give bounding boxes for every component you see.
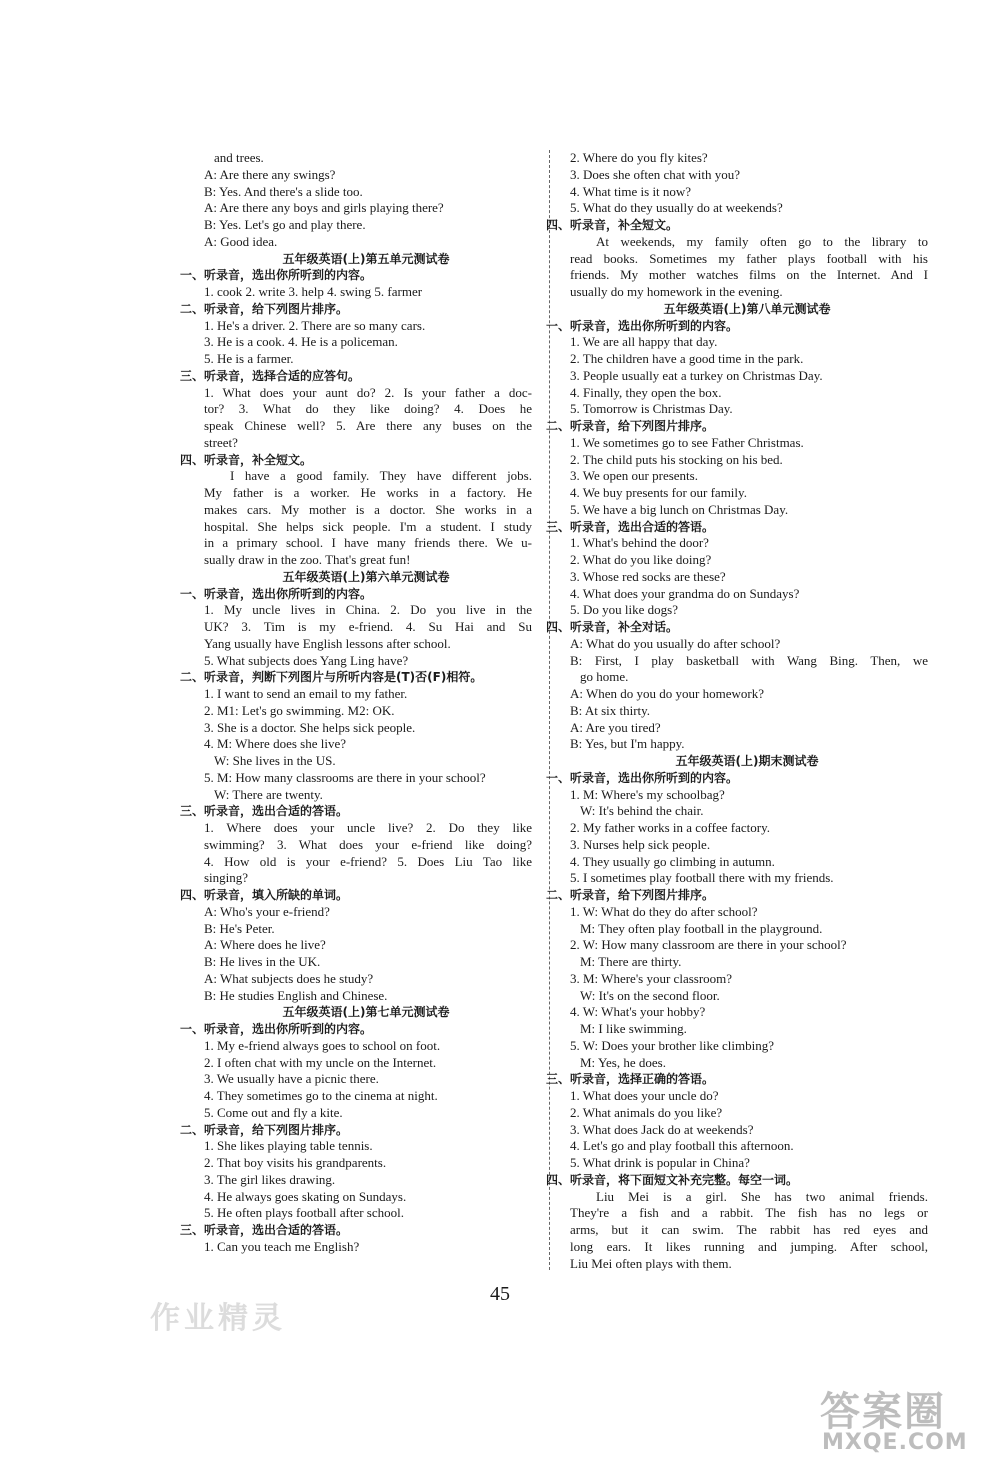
text-line: 2. The children have a good time in the park. [570, 351, 804, 366]
question-heading: 一、听录音，选出你所听到的内容。 [180, 586, 373, 601]
text-line: 3. People usually eat a turkey on Christmas Day. [570, 367, 823, 383]
text-line: A: Are there any swings? [204, 166, 336, 182]
text-line: 4. M: Where does she live? [204, 736, 346, 752]
text-line: friends. My mother watches films on the Internet. And I [570, 267, 928, 283]
question-heading: 一、听录音，选出你所听到的内容。 [546, 770, 739, 785]
section-title: 五年级英语(上)期末测试卷 [675, 754, 819, 768]
text-line: 5. What drink is popular in China? [570, 1155, 750, 1170]
text-line: 3. The girl likes drawing. [204, 1171, 336, 1187]
text-line: 3. M: Where's your classroom? [570, 970, 733, 986]
text-line: 3. Does she often chat with you? [570, 166, 741, 182]
text-line: M: They often play football in the playground. [580, 920, 823, 936]
text-line: 4. They sometimes go to the cinema at night. [204, 1088, 438, 1103]
text-line: 2. What do you like doing? [570, 552, 712, 567]
question-heading: 一、听录音，选出你所听到的内容。 [180, 268, 373, 283]
text-line: 3. Nurses help sick people. [570, 836, 711, 852]
text-line: B: First, I play basketball with Wang Bing. Then, we [570, 652, 928, 668]
question-heading: 二、听录音，判断下列图片与所听内容是(T)否(F)相符。 [180, 670, 483, 685]
text-line: 5. He often plays football after school. [204, 1205, 404, 1221]
question-heading: 一、听录音，选出你所听到的内容。 [180, 1022, 373, 1036]
question-heading: 三、听录音，选择合适的应答句。 [180, 368, 361, 383]
question-heading: 三、听录音，选择正确的答语。 [546, 1072, 715, 1087]
text-line: usually do my homework in the evening. [570, 284, 783, 299]
text-line: 5. I sometimes play football there with my friends. [570, 870, 834, 886]
section-title: 五年级英语(上)第五单元测试卷 [282, 251, 450, 266]
text-line: go home. [580, 669, 629, 685]
text-line: 2. My father works in a coffee factory. [570, 820, 770, 835]
text-line: A: What subjects does he study? [204, 970, 374, 986]
text-line: A: When do you do your homework? [570, 686, 765, 701]
text-line: 5. Come out and fly a kite. [204, 1104, 343, 1120]
text-line: 2. Where do you fly kites? [570, 150, 708, 165]
text-line: B: He's Peter. [204, 920, 275, 936]
text-line: 1. He's a driver. 2. There are so many cars. [204, 317, 426, 333]
text-line: 1. I want to send an email to my father. [204, 686, 408, 701]
question-heading: 三、听录音，选出合适的答语。 [546, 519, 715, 534]
question-heading: 四、听录音，将下面短文补充完整。每空一词。 [546, 1172, 799, 1187]
question-heading: 二、听录音，给下列图片排序。 [546, 419, 715, 433]
text-line: A: Are there any boys and girls playing there? [204, 200, 444, 216]
section-title: 五年级英语(上)第八单元测试卷 [663, 301, 831, 316]
text-line: 4. We buy presents for our family. [570, 485, 747, 500]
text-line: arms, but it can swim. The rabbit has red eyes and [570, 1222, 928, 1237]
text-line: B: He studies English and Chinese. [204, 987, 388, 1003]
text-line: 1. cook 2. write 3. help 4. swing 5. farmer [204, 284, 423, 299]
question-heading: 二、听录音，给下列图片排序。 [180, 1122, 349, 1137]
text-line: 1. W: What do they do after school? [570, 903, 758, 919]
text-line: 4. Finally, they open the box. [570, 384, 722, 400]
text-line: B: Yes. And there's a slide too. [204, 183, 363, 199]
text-line: 1. We are all happy that day. [570, 334, 718, 350]
text-line: 5. What do they usually do at weekends? [570, 200, 783, 216]
text-line: 3. Whose red socks are these? [570, 568, 726, 584]
text-line: Liu Mei often plays with them. [570, 1255, 732, 1271]
text-line: 4. W: What's your hobby? [570, 1004, 706, 1020]
text-line: A: Who's your e-friend? [204, 903, 330, 919]
question-heading: 一、听录音，选出你所听到的内容。 [546, 318, 739, 333]
text-line: 4. What does your grandma do on Sundays? [570, 585, 800, 601]
text-line: street? [204, 434, 238, 450]
text-line: W: It's on the second floor. [580, 987, 720, 1003]
text-line: B: Yes, but I'm happy. [570, 736, 685, 752]
section-title: 五年级英语(上)第七单元测试卷 [282, 1005, 450, 1020]
question-heading: 四、听录音，补全短文。 [546, 218, 679, 232]
question-heading: 三、听录音，选出合适的答语。 [180, 804, 349, 819]
text-line: 1. My uncle lives in China. 2. Do you live in the [204, 602, 532, 618]
question-heading: 四、听录音，填入所缺的单词。 [180, 888, 349, 902]
text-line: speak Chinese well? 5. Are there any buses on the [204, 418, 532, 433]
text-line: B: He lives in the UK. [204, 954, 321, 969]
text-line: B: At six thirty. [570, 702, 651, 718]
text-line: At weekends, my family often go to the library to [596, 233, 928, 249]
question-heading: 二、听录音，给下列图片排序。 [180, 301, 349, 316]
text-line: 4. What time is it now? [570, 183, 692, 199]
text-line: 3. He is a cook. 4. He is a policeman. [204, 334, 398, 350]
right-column [546, 150, 928, 1272]
text-line: tor? 3. What do they like doing? 4. Does he [204, 401, 532, 417]
text-line: 3. We usually have a picnic there. [204, 1071, 379, 1087]
text-line: 2. M1: Let's go swimming. M2: OK. [204, 702, 395, 718]
question-heading: 四、听录音，补全对话。 [546, 620, 679, 634]
text-line: makes cars. My mother is a doctor. She works in a [204, 501, 532, 517]
text-line: 1. Where does your uncle live? 2. Do they like [204, 820, 532, 835]
text-line: Yang usually have English lessons after school. [204, 635, 451, 651]
text-line: 4. He always goes skating on Sundays. [204, 1188, 407, 1204]
text-line: 4. How old is your e-friend? 5. Does Liu Tao like [204, 853, 532, 869]
text-line: 5. What subjects does Yang Ling have? [204, 652, 409, 668]
text-line: 4. They usually go climbing in autumn. [570, 853, 775, 869]
text-line: A: What do you usually do after school? [570, 635, 781, 651]
text-line: A: Good idea. [204, 233, 278, 249]
text-line: Liu Mei is a girl. She has two animal friends. [596, 1188, 928, 1204]
text-line: 5. He is a farmer. [204, 351, 294, 366]
text-line: 1. We sometimes go to see Father Christmas. [570, 434, 804, 450]
text-line: UK? 3. Tim is my e-friend. 4. Su Hai and Su [204, 619, 532, 634]
text-line: They're a fish and a rabbit. The fish has no legs or [570, 1205, 928, 1221]
text-line: 3. She is a doctor. She helps sick people. [204, 719, 416, 735]
text-line: 1. M: Where's my schoolbag? [570, 786, 725, 802]
text-line: 3. We open our presents. [570, 468, 698, 484]
text-line: 2. I often chat with my uncle on the Internet. [204, 1054, 437, 1070]
text-line: 3. What does Jack do at weekends? [570, 1121, 754, 1137]
text-line: 5. M: How many classrooms are there in your school? [204, 769, 486, 785]
text-line: 1. Can you teach me English? [204, 1238, 360, 1254]
text-line: 4. Let's go and play football this afternoon. [570, 1138, 794, 1154]
text-line: A: Where does he live? [204, 937, 326, 953]
text-line: 5. W: Does your brother like climbing? [570, 1037, 774, 1053]
text-line: W: She lives in the US. [214, 753, 336, 768]
text-line: read books. Sometimes my father plays football with his [570, 250, 928, 266]
text-line: sually draw in the zoo. That's great fun! [204, 552, 411, 567]
site-watermark: MXQE.COM [822, 1430, 968, 1455]
text-line: 1. What does your uncle do? [570, 1088, 719, 1103]
text-line: 2. The child puts his stocking on his bed. [570, 451, 783, 467]
text-line: W: There are twenty. [214, 786, 323, 802]
text-line: M: There are thirty. [580, 954, 682, 969]
text-line: swimming? 3. What does your e-friend like doing? [204, 836, 532, 852]
text-line: 1. What does your aunt do? 2. Is your father a doc- [204, 384, 532, 400]
text-line: 5. Do you like dogs? [570, 602, 678, 618]
text-line: W: It's behind the chair. [580, 803, 704, 819]
text-line: 2. What animals do you like? [570, 1104, 723, 1120]
text-line: 1. What's behind the door? [570, 535, 709, 551]
section-title: 五年级英语(上)第六单元测试卷 [282, 569, 450, 584]
footer-watermark: 作业精灵 [150, 1301, 286, 1336]
text-line: and trees. [214, 150, 264, 165]
text-line: 2. That boy visits his grandparents. [204, 1155, 387, 1170]
text-line: A: Are you tired? [570, 719, 661, 735]
left-column [180, 150, 532, 1256]
text-line: long ears. It likes running and jumping. After school, [570, 1238, 928, 1254]
text-line: I have a good family. They have different jobs. [230, 468, 532, 484]
text-line: My father is a worker. He works in a factory. He [204, 485, 532, 500]
question-heading: 三、听录音，选出合适的答语。 [180, 1223, 349, 1237]
text-line: M: Yes, he does. [580, 1054, 666, 1070]
text-line: 5. We have a big lunch on Christmas Day. [570, 501, 789, 517]
text-line: 2. W: How many classroom are there in your school? [570, 937, 847, 953]
text-line: 1. She likes playing table tennis. [204, 1138, 373, 1154]
text-line: M: I like swimming. [580, 1021, 687, 1036]
text-line: hospital. She helps sick people. I'm a student. I study [204, 518, 532, 534]
text-line: 1. My e-friend always goes to school on foot. [204, 1037, 441, 1053]
text-line: in a primary school. I have many friends there. We u- [204, 535, 532, 551]
question-heading: 四、听录音，补全短文。 [180, 452, 313, 467]
text-line: B: Yes. Let's go and play there. [204, 217, 366, 232]
text-line: 5. Tomorrow is Christmas Day. [570, 401, 733, 417]
question-heading: 二、听录音，给下列图片排序。 [546, 888, 715, 902]
logo-watermark: 答案圈 [820, 1389, 946, 1435]
text-line: singing? [204, 870, 249, 886]
page-number: 45 [490, 1283, 510, 1305]
